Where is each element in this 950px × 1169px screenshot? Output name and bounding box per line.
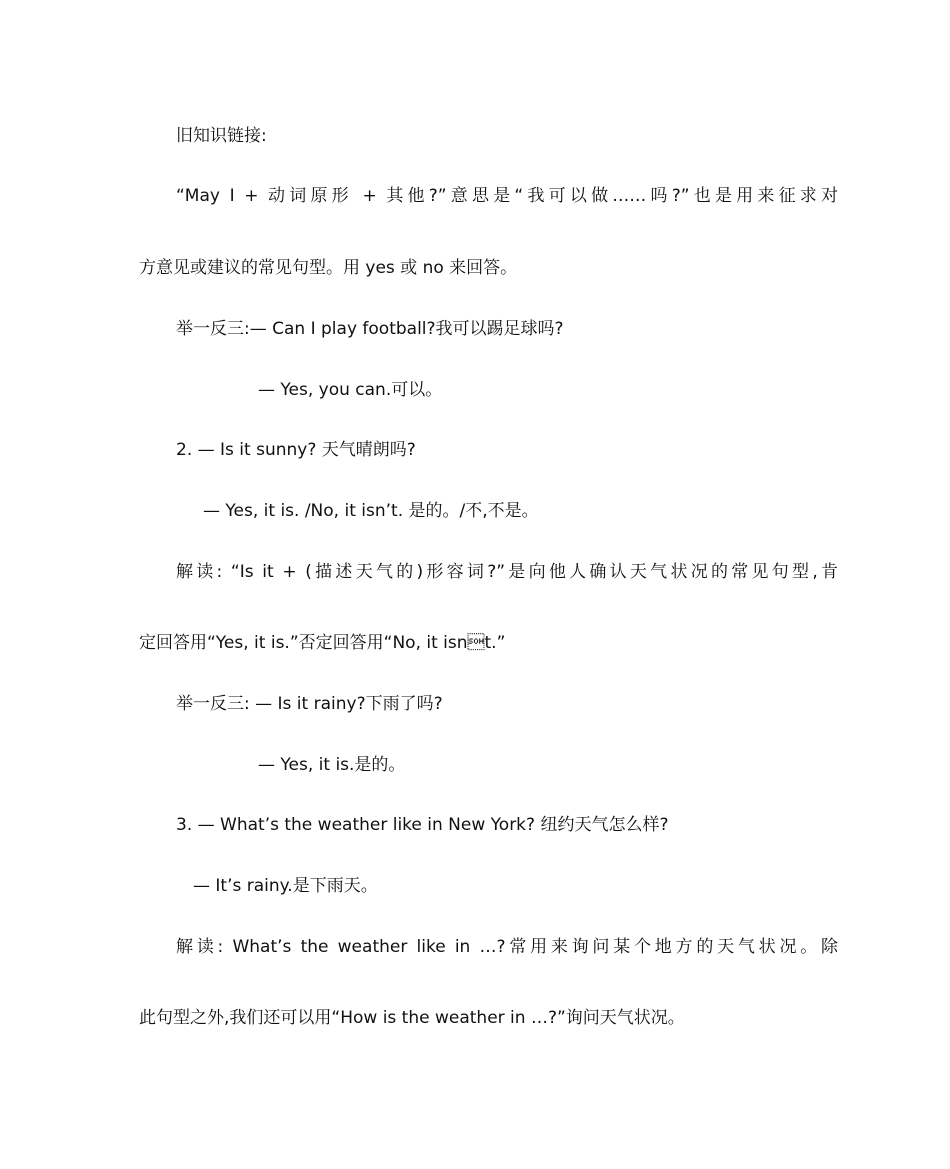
example-can-i-play-answer: — Yes, you can.可以。 [258, 380, 443, 400]
item-2-explanation-line-1: 解读: “Is it + (描述天气的)形容词?”是向他人确认天气状况的常见句型,肯 [176, 562, 838, 582]
heading-old-knowledge: 旧知识链接: [176, 126, 267, 146]
item-3-explanation-line-1: 解读: What’s the weather like in …?常用来询问某个地方的天气状况。除 [176, 937, 838, 957]
item-3-explanation-line-2: 此句型之外,我们还可以用“How is the weather in …?”询问天气状况。 [139, 1008, 685, 1028]
item-3-answer: — It’s rainy.是下雨天。 [193, 876, 378, 896]
item-2-explanation-line-2: 定回答用“Yes, it is.”否定回答用“No, it isnt.” [139, 633, 506, 653]
may-i-explanation-line-1: “May I + 动词原形 + 其他?”意思是“我可以做……吗?”也是用来征求对 [176, 186, 838, 206]
example-is-it-rainy-answer: — Yes, it is.是的。 [258, 755, 406, 775]
example-can-i-play-question: 举一反三:— Can I play football?我可以踢足球吗? [176, 319, 564, 339]
item-2-answer: — Yes, it is. /No, it isn’t. 是的。/不,不是。 [203, 501, 539, 521]
example-is-it-rainy-question: 举一反三: — Is it rainy?下雨了吗? [176, 694, 443, 714]
may-i-explanation-line-2: 方意见或建议的常见句型。用 yes 或 no 来回答。 [139, 258, 518, 278]
item-3-question: 3. — What’s the weather like in New York? 纽约天气怎么样? [176, 815, 669, 835]
item-2-question: 2. — Is it sunny? 天气晴朗吗? [176, 440, 416, 460]
